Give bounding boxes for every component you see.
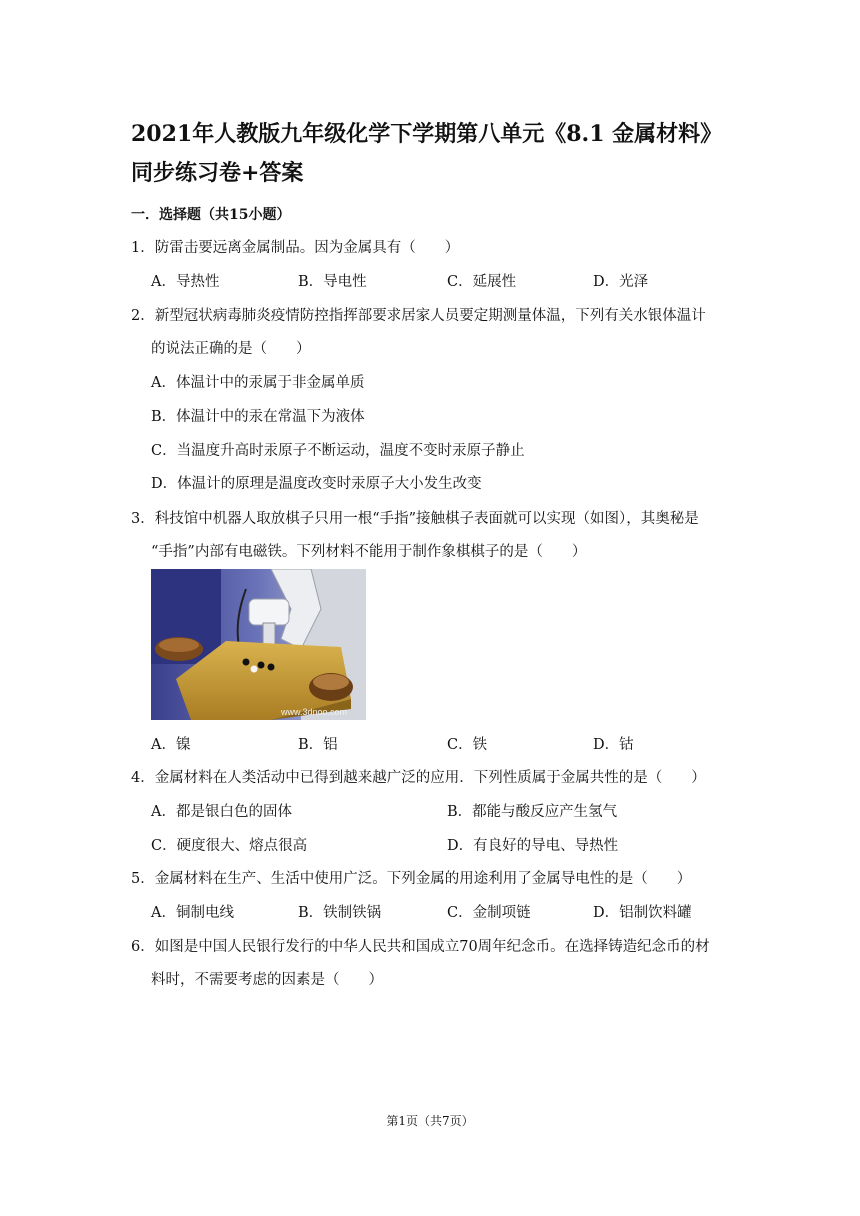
question-5-stem: 5．金属材料在生产、生活中使用广泛。下列金属的用途利用了金属导电性的是（ ） (131, 871, 692, 887)
question-4-option-d: D．有良好的导电、导热性 (447, 838, 619, 854)
question-1-option-c: C．延展性 (447, 274, 517, 290)
question-1-option-b: B．导电性 (298, 274, 367, 290)
question-6-stem-line-1: 6．如图是中国人民银行发行的中华人民共和国成立70周年纪念币。在选择铸造纪念币的材 (131, 939, 710, 955)
question-5-option-c: C．金制项链 (447, 905, 531, 921)
question-4-option-c: C．硬度很大、熔点很高 (151, 838, 308, 854)
document-title-line-2: 同步练习卷+答案 (131, 160, 304, 186)
question-2-option-c: C．当温度升高时汞原子不断运动，温度不变时汞原子静止 (151, 443, 525, 459)
question-3-stem-line-2: “手指”内部有电磁铁。下列材料不能用于制作象棋棋子的是（ ） (151, 544, 587, 560)
section-heading: 一．选择题（共15小题） (131, 207, 291, 223)
question-5-option-d: D．铝制饮料罐 (593, 905, 692, 921)
question-3-stem-line-1: 3．科技馆中机器人取放棋子只用一根“手指”接触棋子表面就可以实现（如图），其奥秘是 (131, 511, 699, 527)
question-3-option-b: B．铝 (298, 737, 338, 753)
question-1-option-a: A．导热性 (151, 274, 220, 290)
question-2-stem-line-2: 的说法正确的是（ ） (151, 341, 311, 357)
question-2-option-a: A．体温计中的汞属于非金属单质 (151, 375, 365, 391)
question-3-option-d: D．钴 (593, 737, 634, 753)
robot-chess-photo (151, 569, 366, 720)
question-4-stem: 4．金属材料在人类活动中已得到越来越广泛的应用．下列性质属于金属共性的是（ ） (131, 770, 706, 786)
question-6-stem-line-2: 料时，不需要考虑的因素是（ ） (151, 972, 383, 988)
question-2-option-d: D．体温计的原理是温度改变时汞原子大小发生改变 (151, 476, 482, 492)
question-3-option-c: C．铁 (447, 737, 488, 753)
page-footer: 第1页（共7页） (386, 1114, 474, 1128)
document-title-line-1: 2021年人教版九年级化学下学期第八单元《8.1 金属材料》 (131, 121, 723, 147)
question-5-option-a: A．铜制电线 (151, 905, 234, 921)
question-4-option-a: A．都是银白色的固体 (151, 804, 292, 820)
question-3-option-a: A．镍 (151, 737, 191, 753)
question-1-option-d: D．光泽 (593, 274, 649, 290)
photo-watermark: www.3dnoo.com (281, 707, 348, 717)
question-4-option-b: B．都能与酸反应产生氢气 (447, 804, 618, 820)
question-1-stem: 1．防雷击要远离金属制品。因为金属具有（ ） (131, 240, 460, 256)
question-5-option-b: B．铁制铁锅 (298, 905, 382, 921)
question-2-stem-line-1: 2．新型冠状病毒肺炎疫情防控指挥部要求居家人员要定期测量体温，下列有关水银体温计 (131, 308, 706, 324)
question-2-option-b: B．体温计中的汞在常温下为液体 (151, 409, 365, 425)
